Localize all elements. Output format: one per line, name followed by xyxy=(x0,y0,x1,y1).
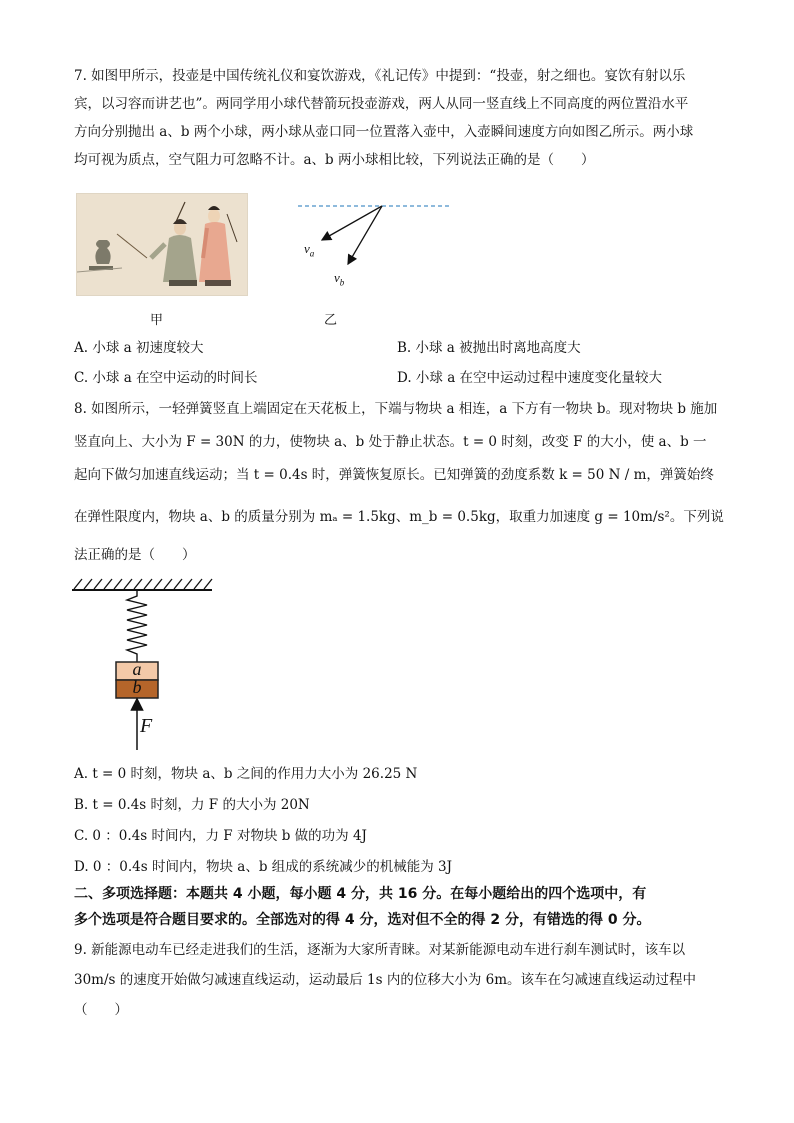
q8-option-c: C. 0 ：0.4s 时间内，力 F 对物块 b 做的功为 4J xyxy=(74,828,367,844)
figure-yi-velocity-diagram xyxy=(290,196,460,296)
q7-option-a: A. 小球 a 初速度较大 xyxy=(74,340,204,356)
q7-option-b: B. 小球 a 被抛出时离地高度大 xyxy=(397,340,581,356)
section2-heading-line-1: 二、多项选择题：本题共 4 小题，每小题 4 分，共 16 分。在每小题给出的四个选项中，有 xyxy=(74,886,647,902)
figure-jia-label: 甲 xyxy=(150,313,164,328)
q7-line-4: 均可视为质点，空气阻力可忽略不计。a、b 两小球相比较，下列说法正确的是（ ） xyxy=(74,152,595,168)
vector-va xyxy=(322,206,382,240)
figure-yi-label: 乙 xyxy=(324,313,338,328)
block-a-label: a xyxy=(132,659,142,679)
q8-line-2: 竖直向上、大小为 F = 30N 的力，使物块 a、b 处于静止状态。t = 0 时刻，改变 F 的大小，使 a、b 一 xyxy=(74,434,707,450)
spring xyxy=(127,590,147,662)
force-label: F xyxy=(140,715,153,737)
q8-line-5: 法正确的是（ ） xyxy=(74,547,196,563)
q7-line-1: 7. 如图甲所示，投壶是中国传统礼仪和宴饮游戏，《礼记传》中提到：“投壶，射之细也。宴饮有射以乐 xyxy=(74,68,686,84)
q7-option-c: C. 小球 a 在空中运动的时间长 xyxy=(74,370,258,386)
q9-line-2: 30m/s 的速度开始做匀减速直线运动，运动最后 1s 内的位移大小为 6m。该车在匀减速直线运动过程中 xyxy=(74,972,697,988)
label-vb: $v_b$ xyxy=(334,270,345,288)
figure-jia-painting xyxy=(76,193,248,296)
q8-option-a: A. t = 0 时刻，物块 a、b 之间的作用力大小为 26.25 N xyxy=(74,766,418,782)
q8-line-3: 起向下做匀加速直线运动；当 t = 0.4s 时，弹簧恢复原长。已知弹簧的劲度系数 k = 50 N / m，弹簧始终 xyxy=(74,467,714,483)
q9-line-3: （ ） xyxy=(74,1002,128,1018)
painting-illustration xyxy=(77,194,247,295)
q7-line-2: 宾，以习容而讲艺也”。两同学用小球代替箭玩投壶游戏，两人从同一竖直线上不同高度的两位置沿水平 xyxy=(74,96,689,112)
vector-vb xyxy=(348,206,382,264)
q7-line-3: 方向分别抛出 a、b 两个小球，两小球从壶口同一位置落入壶中，入壶瞬间速度方向如图乙所示。两小球 xyxy=(74,124,694,140)
ceiling-hatching xyxy=(74,579,212,589)
label-va: $v_a$ xyxy=(304,241,315,259)
q8-line-1: 8. 如图所示，一轻弹簧竖直上端固定在天花板上，下端与物块 a 相连，a 下方有一物块 b。现对物块 b 施加 xyxy=(74,401,718,417)
q7-option-d: D. 小球 a 在空中运动过程中速度变化量较大 xyxy=(397,370,663,386)
q8-line-4: 在弹性限度内，物块 a、b 的质量分别为 mₐ = 1.5kg、m_b = 0.5kg，取重力加速度 g = 10m/s²。下列说 xyxy=(74,509,724,525)
q9-line-1: 9. 新能源电动车已经走进我们的生活，逐渐为大家所青睐。对某新能源电动车进行刹车测试时，该车以 xyxy=(74,942,686,958)
q8-option-b: B. t = 0.4s 时刻，力 F 的大小为 20N xyxy=(74,797,310,813)
q8-option-d: D. 0 ：0.4s 时间内，物块 a、b 组成的系统减少的机械能为 3J xyxy=(74,859,453,875)
section2-heading-line-2: 多个选项是符合题目要求的。全部选对的得 4 分，选对但不全的得 2 分，有错选的得 0 分。 xyxy=(74,912,651,928)
block-b-label: b xyxy=(132,677,142,697)
